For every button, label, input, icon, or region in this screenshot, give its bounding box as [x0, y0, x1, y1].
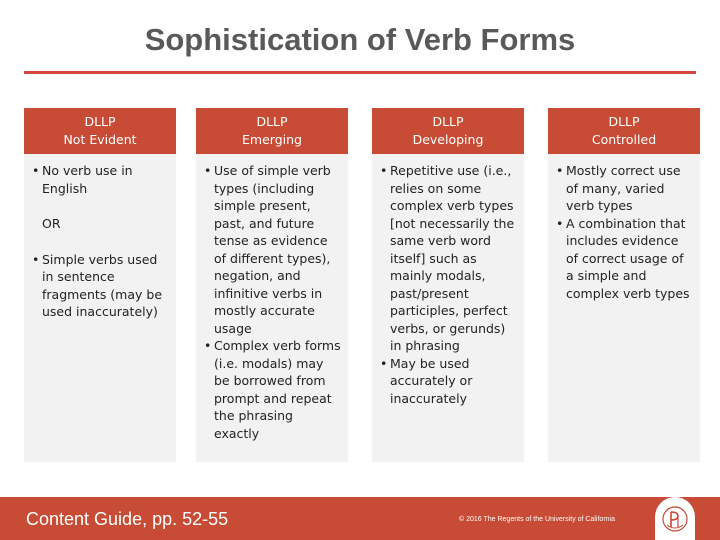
page-title: Sophistication of Verb Forms [144, 22, 576, 57]
bullet-icon: • [32, 251, 40, 267]
bullet-icon: • [204, 338, 212, 353]
column-developing [372, 108, 524, 462]
column-body [24, 154, 176, 462]
column-header-line1: DLLP [608, 114, 640, 129]
bullet-icon: • [32, 163, 40, 178]
list-item: • A combination that includes evidence of correct usage of a simple and complex verb types [556, 215, 690, 301]
column-header-line1: DLLP [432, 114, 464, 129]
list-item: • No verb use in English [32, 163, 133, 196]
bullet-icon: • [556, 215, 564, 231]
column-header-line2: Emerging [242, 132, 302, 147]
column-header-line2: Not Evident [63, 132, 137, 147]
title-divider [24, 71, 696, 74]
list-item: • Simple verbs used in sentence fragments (may be used inaccurately) [32, 251, 163, 319]
list-item: • Mostly correct use of many, varied verb types [556, 163, 681, 213]
footer-copyright: © 2016 The Regents of the University of California [459, 516, 615, 523]
footer-bar [0, 497, 720, 540]
footer-reference: Content Guide, pp. 52-55 [26, 509, 229, 529]
column-body [372, 154, 524, 462]
column-header-line1: DLLP [84, 114, 116, 129]
bullet-icon: • [556, 163, 564, 178]
column-controlled [548, 108, 700, 462]
university-logo-icon [655, 497, 695, 540]
column-body [548, 154, 700, 462]
rubric-columns [0, 108, 720, 462]
column-header [372, 108, 524, 154]
column-header [196, 108, 348, 154]
or-label: OR [42, 216, 61, 231]
bullet-icon: • [204, 163, 212, 178]
column-header-line1: DLLP [256, 114, 288, 129]
list-item: • May be used accurately or inaccurately [380, 355, 473, 406]
bullet-icon: • [380, 163, 388, 178]
column-header [24, 108, 176, 154]
list-item: • Complex verb forms (i.e. modals) may be borrowed from prompt and repeat the phrasing exactly [204, 338, 341, 441]
column-emerging [196, 108, 348, 462]
list-item: • Repetitive use (i.e., relies on some complex verb types [not necessarily the same verb word itself] such as mainly modals, past/present participles, perfect verbs, or gerunds) in phrasing [380, 163, 515, 353]
column-body [196, 154, 348, 462]
bullet-icon: • [380, 355, 388, 371]
list-item: • Use of simple verb types (including simple present, past, and future tense as evidence of different types), negation, and infinitive verbs in mostly accurate usage [204, 163, 331, 336]
column-header-line2: Controlled [591, 132, 657, 147]
column-not-evident [24, 108, 176, 462]
column-header-line2: Developing [412, 132, 484, 147]
column-header [548, 108, 700, 154]
